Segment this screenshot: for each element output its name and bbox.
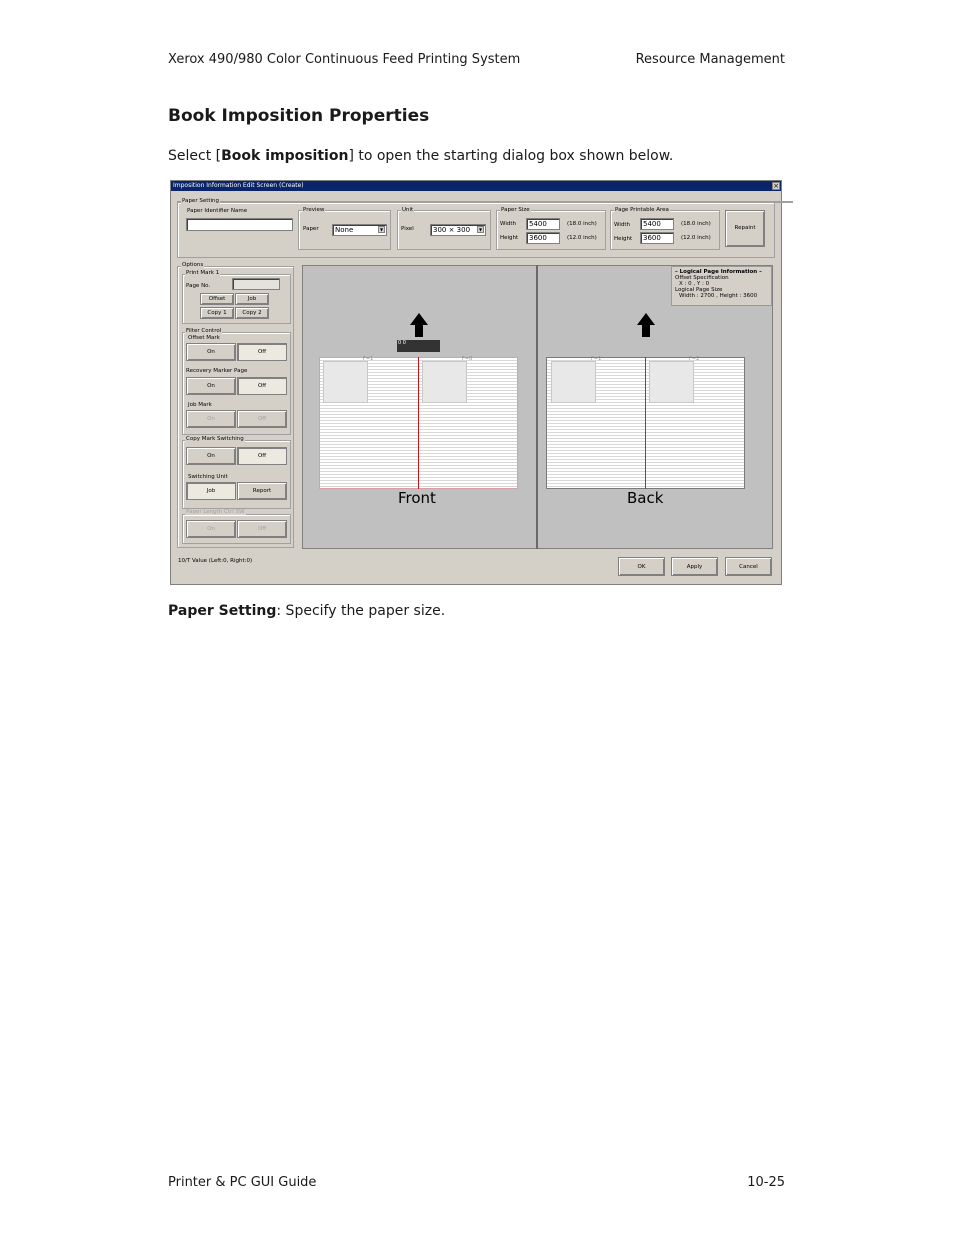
area-height-input[interactable]: 3600 <box>640 232 674 244</box>
preview-paper-select[interactable] <box>332 224 387 236</box>
pixel-value: 300 × 300 <box>433 226 471 234</box>
paper-setting-note-bold: Paper Setting <box>168 603 277 619</box>
arrow-up-icon <box>410 313 428 337</box>
copy2-button[interactable]: Copy 2 <box>235 307 269 319</box>
front-label: Front <box>398 489 436 507</box>
print-mark-label: Print Mark 1 <box>186 270 220 276</box>
logical-page-info <box>671 266 772 306</box>
paper-identifier-label: Paper Identifier Name <box>187 208 248 214</box>
printable-area-label: Page Printable Area <box>615 207 669 213</box>
dialog-title: Imposition Information Edit Screen (Create) <box>171 181 781 191</box>
front-page-label-right: F=0 <box>462 356 473 362</box>
page-number: 10-25 <box>747 1175 785 1190</box>
recovery-marker-label: Recovery Marker Page <box>186 368 248 374</box>
paper-size-label: Paper Size <box>501 207 530 213</box>
fold-marker: 0 0 <box>397 340 440 352</box>
job-mark-off-button[interactable]: Off <box>237 410 287 428</box>
imposition-dialog <box>170 180 782 585</box>
job-mark-on-button[interactable]: On <box>186 410 236 428</box>
footer-left: Printer & PC GUI Guide <box>168 1175 317 1190</box>
printable-area-group <box>610 210 720 250</box>
back-page-label-right: F=2 <box>689 356 700 362</box>
job-mark-label: Job Mark <box>188 402 212 408</box>
intro-after: ] to open the starting dialog box shown below. <box>348 148 674 164</box>
offset-mark-label: Offset Mark <box>188 335 220 341</box>
pixel-label: Pixel <box>401 226 414 232</box>
ok-button[interactable]: OK <box>618 557 665 576</box>
unit-label: Unit <box>402 207 414 213</box>
page-no-input[interactable] <box>232 278 280 290</box>
recovery-on-button[interactable]: On <box>186 377 236 395</box>
paper-setting-note-rest: : Specify the paper size. <box>276 603 446 619</box>
paper-height-label: Height <box>500 235 519 241</box>
page-no-label: Page No. <box>186 283 211 289</box>
paper-width-label: Width <box>500 221 516 227</box>
paper-length-on-button[interactable]: On <box>186 520 236 538</box>
copy-mark-off-button[interactable]: Off <box>237 447 287 465</box>
back-page-label-left: F=1 <box>591 356 602 362</box>
pixel-select[interactable] <box>430 224 486 236</box>
arrow-up-icon <box>637 313 655 337</box>
area-width-label: Width <box>614 222 630 228</box>
copy-mark-on-button[interactable]: On <box>186 447 236 465</box>
back-center-line <box>645 357 646 489</box>
intro-paragraph <box>168 148 673 164</box>
cancel-button[interactable]: Cancel <box>725 557 772 576</box>
paper-setting-label: Paper Setting <box>182 198 220 204</box>
preview-label: Preview <box>303 207 325 213</box>
close-icon[interactable]: × <box>773 182 779 190</box>
logical-size-label: Logical Page Size <box>675 287 723 293</box>
repaint-button[interactable]: Repaint <box>725 210 765 247</box>
paper-width-input[interactable]: 5400 <box>526 218 560 230</box>
paper-height-inch: (12.0 inch) <box>567 235 597 241</box>
preview-paper-label: Paper <box>303 226 319 232</box>
paper-length-off-button[interactable]: Off <box>237 520 287 538</box>
options-label: Options <box>182 262 204 268</box>
offset-spec-label: Offset Specification <box>675 275 729 281</box>
paper-setting-note <box>168 603 445 619</box>
back-right-thumbnail <box>649 361 694 403</box>
paper-identifier-input[interactable] <box>186 218 293 231</box>
switching-job-button[interactable]: Job <box>186 482 236 500</box>
copy-mark-label: Copy Mark Switching <box>186 436 244 442</box>
offset-mark-off-button[interactable]: Off <box>237 343 287 361</box>
front-center-line <box>418 357 419 489</box>
offset-mark-on-button[interactable]: On <box>186 343 236 361</box>
intro-bold: Book imposition <box>221 148 349 164</box>
chevron-down-icon: ▼ <box>478 227 483 232</box>
paper-length-label: Paper Length Ctrl SW <box>186 509 245 515</box>
area-height-inch: (12.0 inch) <box>681 235 711 241</box>
area-width-inch: (18.0 inch) <box>681 221 711 227</box>
recovery-off-button[interactable]: Off <box>237 377 287 395</box>
front-right-thumbnail <box>422 361 467 403</box>
filter-control-label: Filter Control <box>186 328 222 334</box>
copy1-button[interactable]: Copy 1 <box>200 307 234 319</box>
chevron-down-icon: ▼ <box>379 227 384 232</box>
switching-report-button[interactable]: Report <box>237 482 287 500</box>
preview-divider <box>536 265 538 549</box>
paper-height-input[interactable]: 3600 <box>526 232 560 244</box>
area-height-label: Height <box>614 236 633 242</box>
switching-unit-label: Switching Unit <box>188 474 228 480</box>
front-left-thumbnail <box>323 361 368 403</box>
logical-info-title: – Logical Page Information – <box>675 269 762 275</box>
apply-button[interactable]: Apply <box>671 557 718 576</box>
back-left-thumbnail <box>551 361 596 403</box>
intro-before: Select [ <box>168 148 222 164</box>
paper-size-group <box>496 210 606 250</box>
offset-xy-value: X : 0 , Y : 0 <box>679 281 710 287</box>
paper-width-inch: (18.0 inch) <box>567 221 597 227</box>
area-width-input[interactable]: 5400 <box>640 218 674 230</box>
offset-button[interactable]: Offset <box>200 293 234 305</box>
page-header-right: Resource Management <box>635 52 785 67</box>
back-label: Back <box>627 489 664 507</box>
status-text: 10/T Value (Left:0, Right:0) <box>178 558 253 564</box>
preview-paper-value: None <box>335 226 354 234</box>
logical-size-value: Width : 2700 , Height : 3600 <box>679 293 758 299</box>
page-header-left: Xerox 490/980 Color Continuous Feed Printing System <box>168 52 521 67</box>
job-button[interactable]: Job <box>235 293 269 305</box>
section-title: Book Imposition Properties <box>168 106 430 126</box>
front-page-label-left: F=1 <box>363 356 374 362</box>
